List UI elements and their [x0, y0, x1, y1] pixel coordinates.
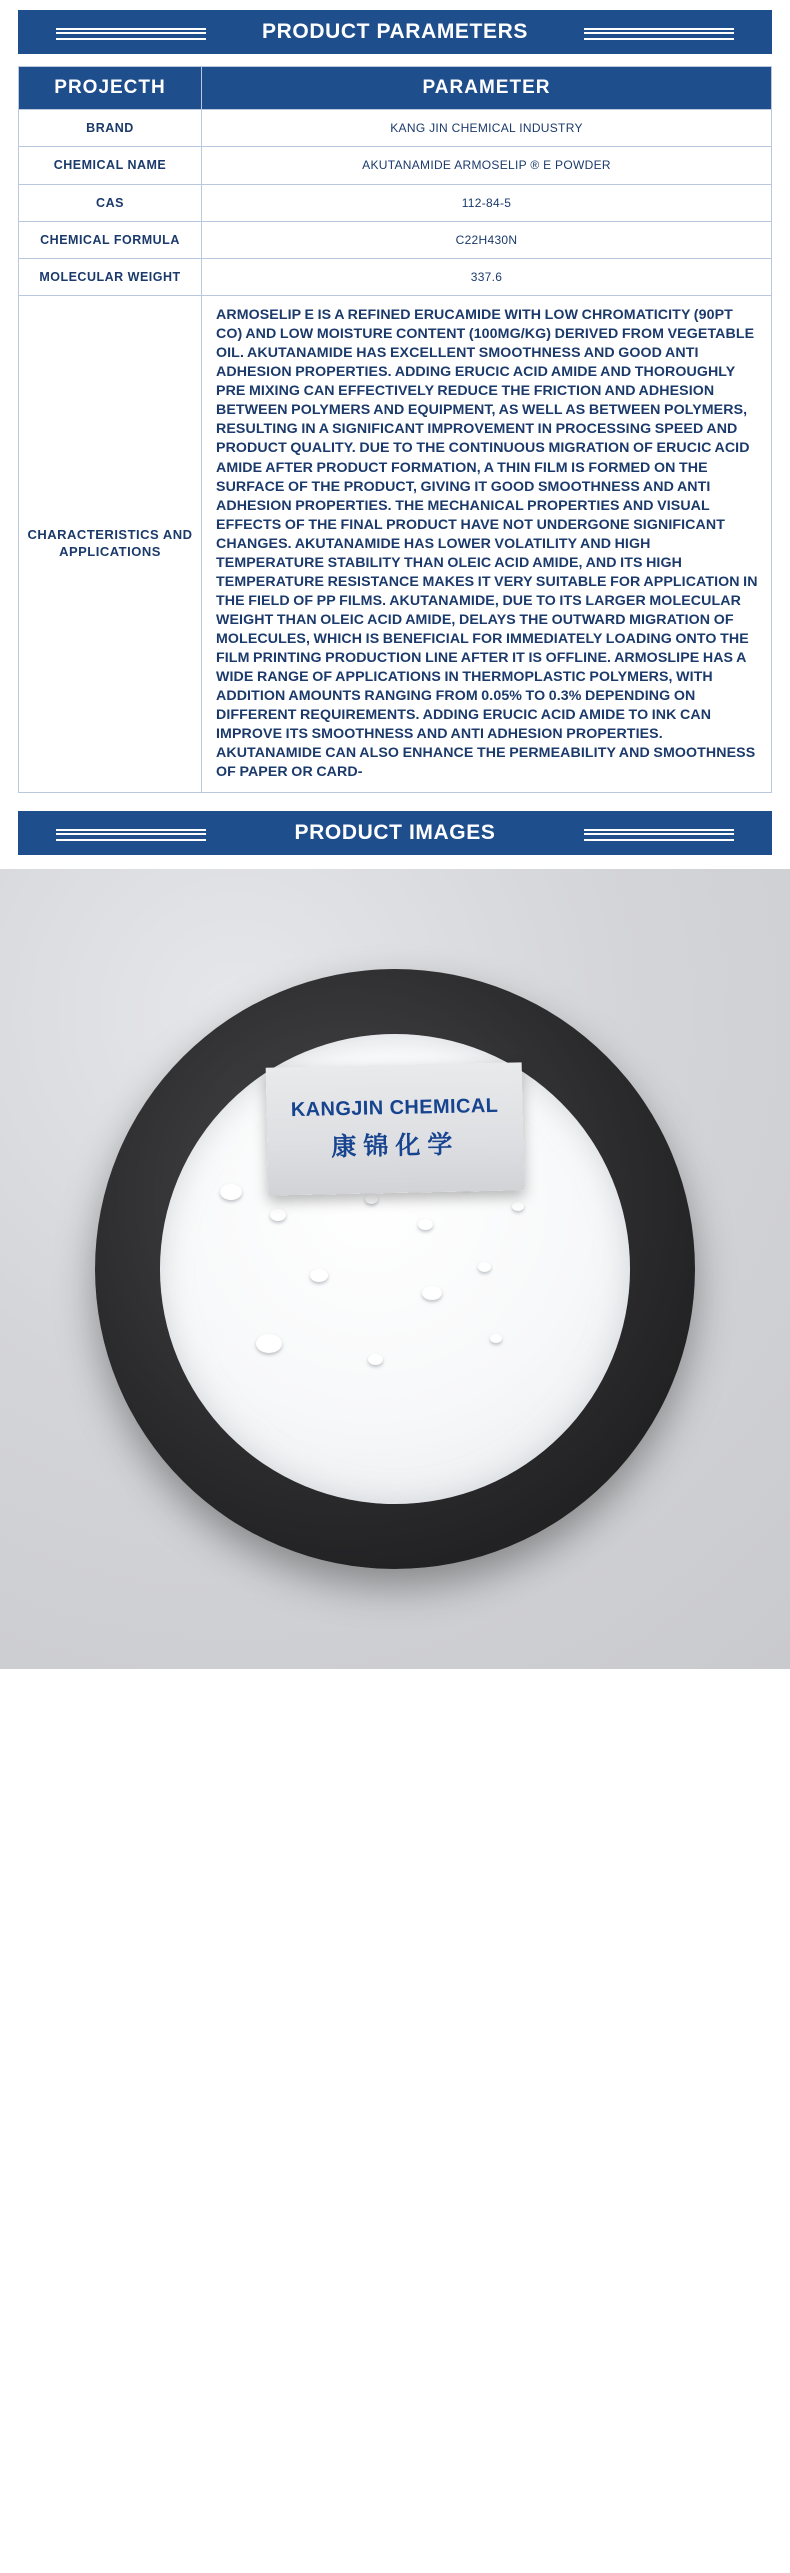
product-images-title: PRODUCT IMAGES — [279, 821, 512, 845]
powder-lump — [368, 1354, 383, 1365]
product-parameters-banner-wrap — [0, 0, 790, 66]
powder-lump — [310, 1269, 328, 1282]
product-parameters-banner — [18, 10, 772, 54]
row-label-chemical-name: CHEMICAL NAME — [19, 147, 202, 184]
table-row — [19, 259, 772, 296]
table-header-project: PROJECTH — [19, 67, 202, 110]
product-parameters-table-wrap — [18, 66, 772, 793]
product-parameters-title: PRODUCT PARAMETERS — [246, 20, 544, 44]
product-images-banner — [18, 811, 772, 855]
table-row — [19, 147, 772, 184]
product-parameters-table — [18, 66, 772, 793]
powder-lump — [256, 1334, 282, 1353]
table-row — [19, 221, 772, 258]
table-row — [19, 110, 772, 147]
powder-lump — [365, 1194, 378, 1204]
table-body — [19, 110, 772, 793]
row-label-brand: BRAND — [19, 110, 202, 147]
row-value-brand: KANG JIN CHEMICAL INDUSTRY — [202, 110, 772, 147]
powder-lump — [270, 1209, 286, 1221]
row-label-molecular-weight: MOLECULAR WEIGHT — [19, 259, 202, 296]
powder-lump — [220, 1184, 242, 1200]
brand-card-english-text: KANGJIN CHEMICAL — [290, 1094, 499, 1121]
row-label-characteristics: CHARACTERISTICS AND APPLICATIONS — [19, 296, 202, 793]
row-value-chemical-formula: C22H430N — [202, 221, 772, 258]
powder-lump — [490, 1334, 502, 1343]
banner-rule-right-icon — [584, 32, 734, 34]
brand-card — [266, 1062, 525, 1195]
row-value-molecular-weight: 337.6 — [202, 259, 772, 296]
table-row-characteristics — [19, 296, 772, 793]
banner-rule-left-icon — [56, 32, 206, 34]
table-row — [19, 184, 772, 221]
table-head — [19, 67, 772, 110]
row-label-cas: CAS — [19, 184, 202, 221]
powder-lump — [418, 1219, 433, 1230]
product-images-banner-wrap — [0, 793, 790, 869]
black-dish — [95, 969, 695, 1569]
table-header-parameter: PARAMETER — [202, 67, 772, 110]
product-photo — [0, 869, 790, 1669]
row-value-cas: 112-84-5 — [202, 184, 772, 221]
powder-lump — [512, 1202, 524, 1211]
row-value-characteristics: ARMOSELIP E IS A REFINED ERUCAMIDE WITH LOW CHROMATICITY (90PT CO) AND LOW MOISTURE CONTENT (100MG/KG) DERIVED FROM VEGETABLE OIL. AKUTANAMIDE HAS EXCELLENT SMOOTHNESS AND GOOD ANTI ADHESION PROPERTIES. ADDING ERUCIC ACID AMIDE AND THOROUGHLY PRE MIXING CAN EFFECTIVELY REDUCE THE FRICTION AND ADHESION BETWEEN POLYMERS AND EQUIPMENT, AS WELL AS BETWEEN POLYMERS, RESULTING IN A SIGNIFICANT IMPROVEMENT IN PROCESSING SPEED AND PRODUCT QUALITY. DUE TO THE CONTINUOUS MIGRATION OF ERUCIC ACID AMIDE AFTER PRODUCT FORMATION, A THIN FILM IS FORMED ON THE SURFACE OF THE PRODUCT, GIVING IT GOOD SMOOTHNESS AND ANTI ADHESION PROPERTIES. THE MECHANICAL PROPERTIES AND VISUAL EFFECTS OF THE FINAL PRODUCT HAVE NOT UNDERGONE SIGNIFICANT CHANGES. AKUTANAMIDE HAS LOWER VOLATILITY AND HIGH TEMPERATURE STABILITY THAN OLEIC ACID AMIDE, AND ITS HIGH TEMPERATURE RESISTANCE MAKES IT VERY SUITABLE FOR APPLICATION IN THE FIELD OF PP FILMS. AKUTANAMIDE, DUE TO ITS LARGER MOLECULAR WEIGHT THAN OLEIC ACID AMIDE, DELAYS THE OUTWARD MIGRATION OF MOLECULES, WHICH IS BENEFICIAL FOR IMMEDIATELY LOADING ONTO THE FILM PRINTING PRODUCTION LINE AFTER IT IS OFFLINE. ARMOSLIPE HAS A WIDE RANGE OF APPLICATIONS IN THERMOPLASTIC POLYMERS, WITH ADDITION AMOUNTS RANGING FROM 0.05% TO 0.3% DEPENDING ON DIFFERENT REQUIREMENTS. ADDING ERUCIC ACID AMIDE TO INK CAN IMPROVE ITS SMOOTHNESS AND ANTI ADHESION PROPERTIES. AKUTANAMIDE CAN ALSO ENHANCE THE PERMEABILITY AND SMOOTHNESS OF PAPER OR CARD- — [202, 296, 772, 793]
powder-lump — [422, 1286, 442, 1300]
banner-rule-left-icon — [56, 833, 206, 835]
banner-rule-right-icon — [584, 833, 734, 835]
powder-lump — [478, 1262, 491, 1272]
row-label-chemical-formula: CHEMICAL FORMULA — [19, 221, 202, 258]
brand-card-chinese-text: 康锦化学 — [331, 1130, 460, 1161]
row-value-chemical-name: AKUTANAMIDE ARMOSELIP ® E POWDER — [202, 147, 772, 184]
table-header-row — [19, 67, 772, 110]
